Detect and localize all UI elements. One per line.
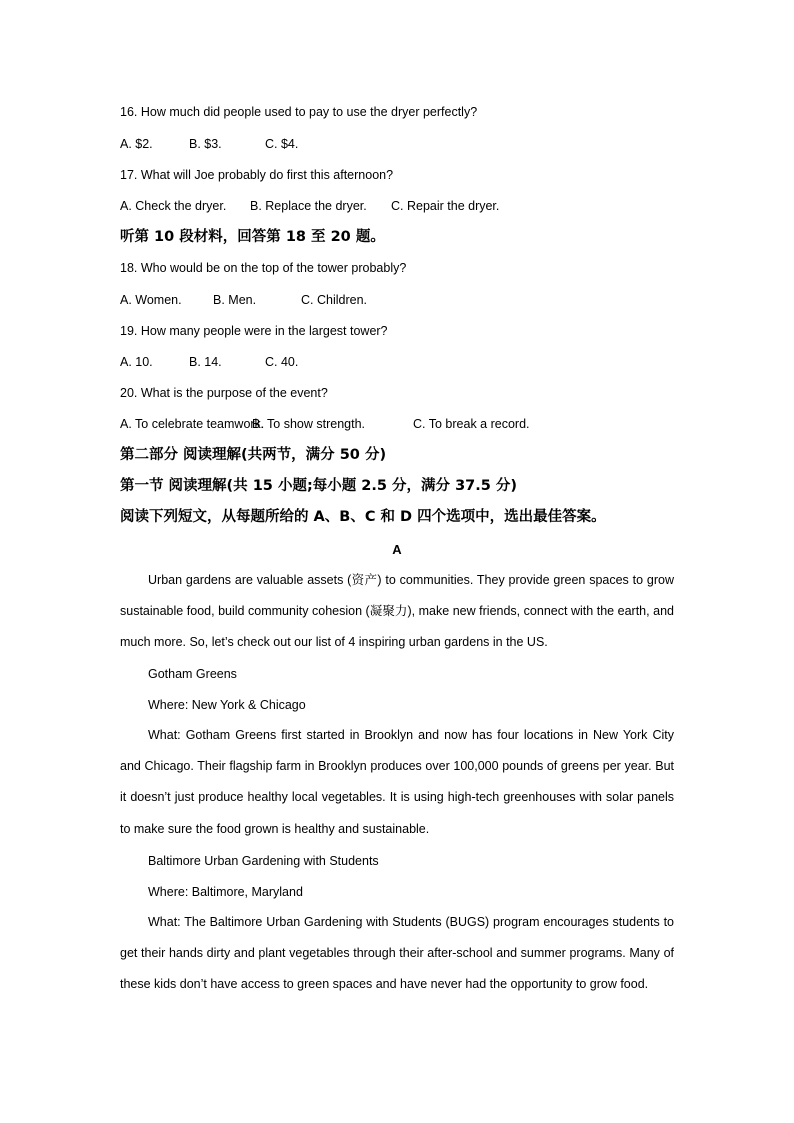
question-17-option-a: A. Check the dryer. — [120, 199, 227, 213]
question-18-stem: 18. Who would be on the top of the tower probably? — [120, 261, 407, 275]
section1-title: 第一节 阅读理解(共 15 小题;每小题 2.5 分，满分 37.5 分) — [120, 478, 518, 494]
question-19-option-b: B. 14. — [189, 355, 222, 369]
passage-letter: A — [392, 542, 402, 557]
garden-2-where: Where: Baltimore, Maryland — [148, 885, 303, 899]
question-17-stem: 17. What will Joe probably do first this afternoon? — [120, 168, 394, 182]
garden-2-description: What: The Baltimore Urban Gardening with Students (BUGS) program encourages students to get their hands dirty and plant vegetables through their after-school and summer programs. Many of these kids don’t have access to green spaces and have never had the opportunity to grow food. — [120, 915, 674, 992]
question-20-option-c: C. To break a record. — [413, 417, 530, 431]
question-20-option-b: B. To show strength. — [252, 417, 366, 431]
question-16-option-c: C. $4. — [265, 137, 299, 151]
question-16-stem: 16. How much did people used to pay to use the dryer perfectly? — [120, 105, 478, 119]
question-20-option-a: A. To celebrate teamwork. — [120, 417, 265, 431]
garden-1-description: What: Gotham Greens first started in Brooklyn and now has four locations in New York City and Chicago. Their flagship farm in Brooklyn produces over 100,000 pounds of greens per year. But it doesn’t just produce healthy local vegetables. It is using high-tech greenhouses with solar panels to make sure the food grown is healthy and sustainable. — [120, 728, 674, 836]
listening-instruction: 听第 10 段材料，回答第 18 至 20 题。 — [120, 229, 385, 245]
question-19-stem: 19. How many people were in the largest tower? — [120, 324, 388, 338]
question-18-option-b: B. Men. — [213, 293, 257, 307]
question-16-option-b: B. $3. — [189, 137, 222, 151]
garden-1-name: Gotham Greens — [148, 667, 237, 681]
question-19-option-a: A. 10. — [120, 355, 153, 369]
reading-instruction: 阅读下列短文，从每题所给的 A、B、C 和 D 四个选项中，选出最佳答案。 — [120, 509, 606, 525]
question-18-option-a: A. Women. — [120, 293, 182, 307]
intro-paragraph: Urban gardens are valuable assets (资产) to communities. They provide green spaces to grow sustainable food, build community cohesion (凝聚力), make new friends, connect with the earth, and much more. So, let’s check out our list of 4 inspiring urban gardens in the US. — [120, 573, 674, 650]
part2-title: 第二部分 阅读理解(共两节，满分 50 分) — [120, 447, 387, 463]
question-17-option-b: B. Replace the dryer. — [250, 199, 367, 213]
garden-1-where: Where: New York & Chicago — [148, 698, 306, 712]
question-17-option-c: C. Repair the dryer. — [391, 199, 500, 213]
garden-2-name: Baltimore Urban Gardening with Students — [148, 854, 379, 868]
question-19-option-c: C. 40. — [265, 355, 299, 369]
question-20-stem: 20. What is the purpose of the event? — [120, 386, 328, 400]
question-18-option-c: C. Children. — [301, 293, 367, 307]
question-16-option-a: A. $2. — [120, 137, 153, 151]
